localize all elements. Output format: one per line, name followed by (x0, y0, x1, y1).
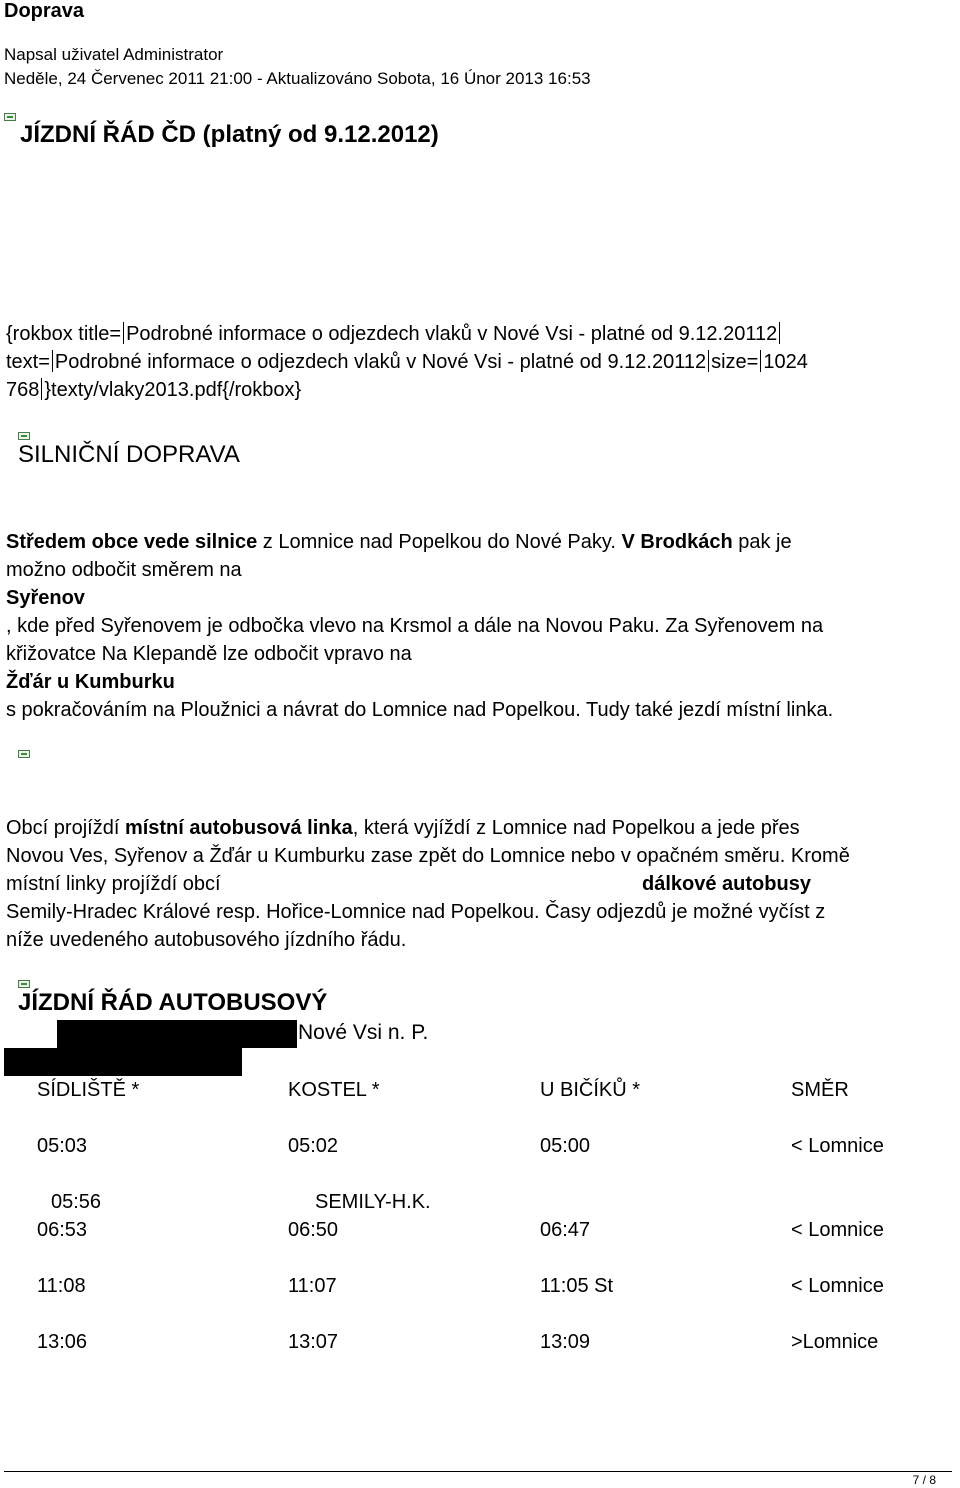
extra-departure-time: 05:56 (51, 1191, 102, 1213)
train-timetable-heading: JÍZDNÍ ŘÁD ČD (platný od 9.12.2012) (20, 121, 439, 148)
road-transport-heading: SILNIČNÍ DOPRAVA (18, 441, 240, 468)
image-placeholder-icon (18, 980, 30, 988)
separator (41, 378, 42, 400)
column-header-sidliste: SÍDLIŠTĚ * (37, 1079, 140, 1101)
table-cell: < Lomnice (791, 1135, 884, 1157)
table-cell: 13:06 (37, 1331, 88, 1353)
table-cell: < Lomnice (791, 1275, 884, 1297)
separator (52, 350, 53, 372)
rokbox-size-height: 768 (6, 379, 40, 401)
rokbox-text-value: Podrobné informace o odjezdech vlaků v Nové Vsi - platné od 9.12.20112 (54, 351, 707, 373)
road-text-2: pak je (732, 531, 792, 553)
bus-bold-1: místní autobusová linka (124, 817, 353, 839)
separator (779, 322, 780, 344)
image-placeholder-icon (18, 750, 30, 758)
road-paragraph-line-2: možno odbočit směrem na (6, 559, 242, 581)
bus-line-4: Semily-Hradec Králové resp. Hořice-Lomnice nad Popelkou. Časy odjezdů je možné vyčíst z (6, 901, 826, 923)
column-header-smer: SMĚR (791, 1079, 849, 1101)
road-paragraph-line-7: s pokračováním na Ploužnici a návrat do Lomnice nad Popelkou. Tudy také jezdí místní linka. (6, 699, 834, 721)
table-cell: 13:07 (288, 1331, 339, 1353)
road-bold-1: Středem obce vede silnice (6, 531, 258, 553)
bus-timetable-heading: JÍZDNÍ ŘÁD AUTOBUSOVÝ (18, 989, 328, 1016)
rokbox-line-1 (6, 320, 782, 348)
date-line: Neděle, 24 Červenec 2011 21:00 - Aktualizováno Sobota, 16 Únor 2013 16:53 (4, 69, 591, 88)
table-cell: 13:09 (540, 1331, 591, 1353)
column-header-kostel: KOSTEL * (288, 1079, 380, 1101)
table-cell: 06:50 (288, 1219, 339, 1241)
zdar-label: Žďár u Kumburku (6, 671, 175, 693)
table-cell: < Lomnice (791, 1219, 884, 1241)
road-paragraph-line-5: křižovatce Na Klepandě lze odbočit vpravo na (6, 643, 412, 665)
bus-timetable-subheading: Nové Vsi n. P. (298, 1021, 429, 1044)
separator (708, 350, 709, 372)
table-cell: 11:05 St (540, 1275, 614, 1297)
table-cell: 11:08 (37, 1275, 86, 1297)
rokbox-size-width: 1024 (763, 351, 808, 373)
long-distance-bus-label: dálkové autobusy (642, 873, 811, 895)
column-header-u-biciku: U BIČÍKŮ * (540, 1079, 641, 1101)
image-placeholder-icon (18, 432, 30, 440)
author-line: Napsal uživatel Administrator (4, 45, 224, 64)
page-title: Doprava (4, 0, 85, 22)
rokbox-title-value: Podrobné informace o odjezdech vlaků v Nové Vsi - platné od 9.12.20112 (126, 323, 778, 345)
bus-line-1 (6, 814, 800, 842)
bus-line-2: Novou Ves, Syřenov a Žďár u Kumburku zase zpět do Lomnice nebo v opačném směru. Kromě (6, 845, 850, 867)
syrenov-label: Syřenov (6, 587, 85, 609)
table-cell: 06:53 (37, 1219, 88, 1241)
road-paragraph-line-4: , kde před Syřenovem je odbočka vlevo na Krsmol a dále na Novou Paku. Za Syřenovem na (6, 615, 824, 637)
table-cell: 11:07 (288, 1275, 337, 1297)
table-cell: 05:03 (37, 1135, 88, 1157)
page-number: 7 / 8 (912, 1473, 936, 1487)
separator (123, 322, 124, 344)
bus-text-2: , která vyjíždí z Lomnice nad Popelkou a jede přes (352, 817, 800, 839)
rokbox-size-label: size= (711, 351, 759, 373)
table-cell: >Lomnice (791, 1331, 879, 1353)
table-cell: 05:00 (540, 1135, 591, 1157)
table-cell: 05:02 (288, 1135, 339, 1157)
road-bold-2: V Brodkách (621, 531, 733, 553)
bus-line-3a: místní linky projíždí obcí (6, 873, 221, 895)
separator (760, 350, 761, 372)
bus-text-1: Obcí projíždí (6, 817, 125, 839)
rokbox-file-link[interactable]: }texty/vlaky2013.pdf{/rokbox} (44, 379, 302, 401)
footer-divider (4, 1471, 952, 1472)
image-placeholder-icon (4, 113, 16, 121)
rokbox-text-label: text= (6, 351, 50, 373)
road-text-1: z Lomnice nad Popelkou do Nové Paky. (257, 531, 622, 553)
rokbox-line-2 (6, 348, 808, 376)
rokbox-title-label: {rokbox title= (6, 323, 122, 345)
extra-departure-direction: SEMILY-H.K. (315, 1191, 431, 1213)
rokbox-line-3 (6, 376, 301, 404)
bus-line-5: níže uvedeného autobusového jízdního řádu. (6, 929, 407, 951)
redaction-block (57, 1020, 297, 1048)
table-cell: 06:47 (540, 1219, 591, 1241)
road-paragraph-line-1 (6, 528, 792, 556)
redaction-block (4, 1048, 242, 1076)
